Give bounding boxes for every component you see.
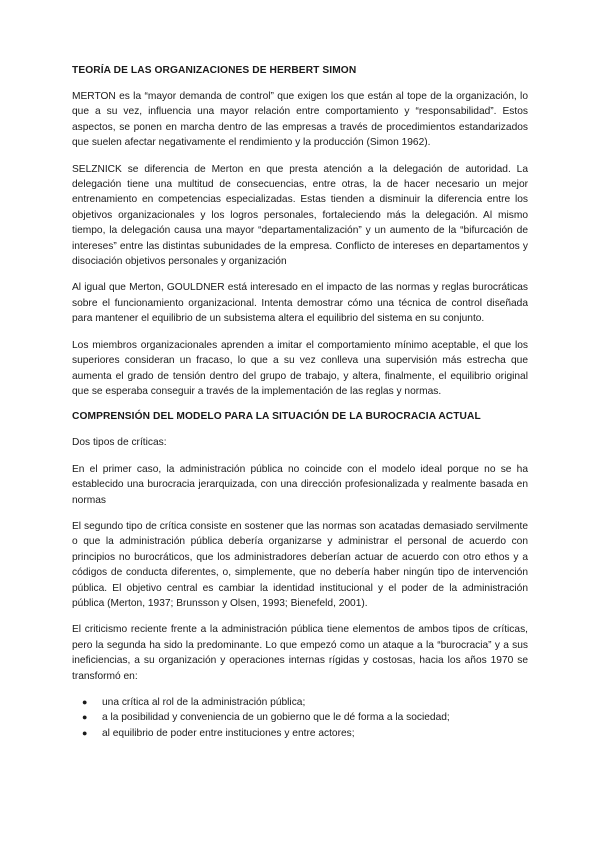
paragraph-segundo-tipo: El segundo tipo de crítica consiste en sostener que las normas son acatadas demasiado servilmente o que la administración pública debería organizarse y administrar el personal de acuerdo con principios no burocráticos, que los administradores deberían actuar de acuerdo con otro ethos y a códigos de conducta diferentes, o, simplemente, que no debería haber ningún tipo de intervención pública. El objetivo central es cambiar la identidad institucional y el poder de la administración pública (Merton, 1937; Brunsson y Olsen, 1993; Bienefeld, 2001). [72,520,528,609]
list-item-text: al equilibrio de poder entre instituciones y entre actores; [102,727,355,739]
list-item-text: una crítica al rol de la administración pública; [102,697,306,708]
bullet-icon: ● [82,727,88,738]
paragraph-selznick: SELZNICK se diferencia de Merton en que presta atención a la delegación de autoridad. La delegación tiene una multitud de consecuencias, entre otras, la de hacer necesario un mejor entrenamiento en competencias especializadas. Estas tienden a disminuir la diferencia entre los objetivos organizacionales y los logros personales, fortaleciendo más la delegación. Al mismo tiempo, la delegación causa una mayor “departamentalización” y un aumento de la “bifurcación de intereses” entre las distintas subunidades de la empresa. Conflicto de intereses en departamentos y disociación objetivos personales y organización [72,163,528,268]
paragraph-criticismo: El criticismo reciente frente a la administración pública tiene elementos de ambos tipos de críticas, pero la segunda ha sido la predominante. Lo que empezó como un ataque a la “burocracia” y a sus ineficiencias, a su organización y operaciones internas rígidas y costosas, hacia los años 1970 se transformó en: [72,624,528,682]
document-content [72,64,528,741]
paragraph-miembros: Los miembros organizacionales aprenden a imitar el comportamiento mínimo aceptable, el que los superiores consideran un fracaso, lo que a su vez conlleva una supervisión más estrecha que aumenta el grado de tensión dentro del grupo de trabajo, y altera, finalmente, el equilibrio original que se esperaba conseguir a través de la implementación de las reglas y normas. [72,339,528,397]
paragraph-merton: MERTON es la “mayor demanda de control” que exigen los que están al tope de la organización, lo que a su vez, influencia una mayor relación entre comportamiento y “responsabilidad”. Estos aspectos, se ponen en marcha dentro de las empresas a través de procedimientos estandarizados que suelen afectar negativamente el rendimiento y la producción (Simon 1962). [72,91,528,149]
paragraph-gouldner: Al igual que Merton, GOULDNER está interesado en el impacto de las normas y reglas burocráticas sobre el funcionamiento organizacional. Intenta demostrar cómo una técnica de control diseñada para mantener el equilibrio de un subsistema altera el equilibrio del sistema en su conjunto. [72,282,528,325]
bullet-icon: ● [82,697,88,707]
list-item [72,726,528,741]
bullet-icon: ● [82,712,88,723]
list-item [72,710,528,725]
section-heading-simon: TEORÍA DE LAS ORGANIZACIONES DE HERBERT SIMON [72,65,357,76]
list-item-text: a la posibilidad y conveniencia de un gobierno que le dé forma a la sociedad; [102,712,450,724]
paragraph-primer-caso: En el primer caso, la administración pública no coincide con el modelo ideal porque no se ha establecido una burocracia jerarquizada, con una dirección profesionalizada y realmente basada en normas [72,463,528,506]
section-heading-burocracia: COMPRENSIÓN DEL MODELO PARA LA SITUACIÓN DE LA BUROCRACIA ACTUAL [72,411,481,423]
bullet-list [72,695,528,741]
list-item [72,695,528,710]
paragraph-dos-tipos: Dos tipos de críticas: [72,437,167,449]
